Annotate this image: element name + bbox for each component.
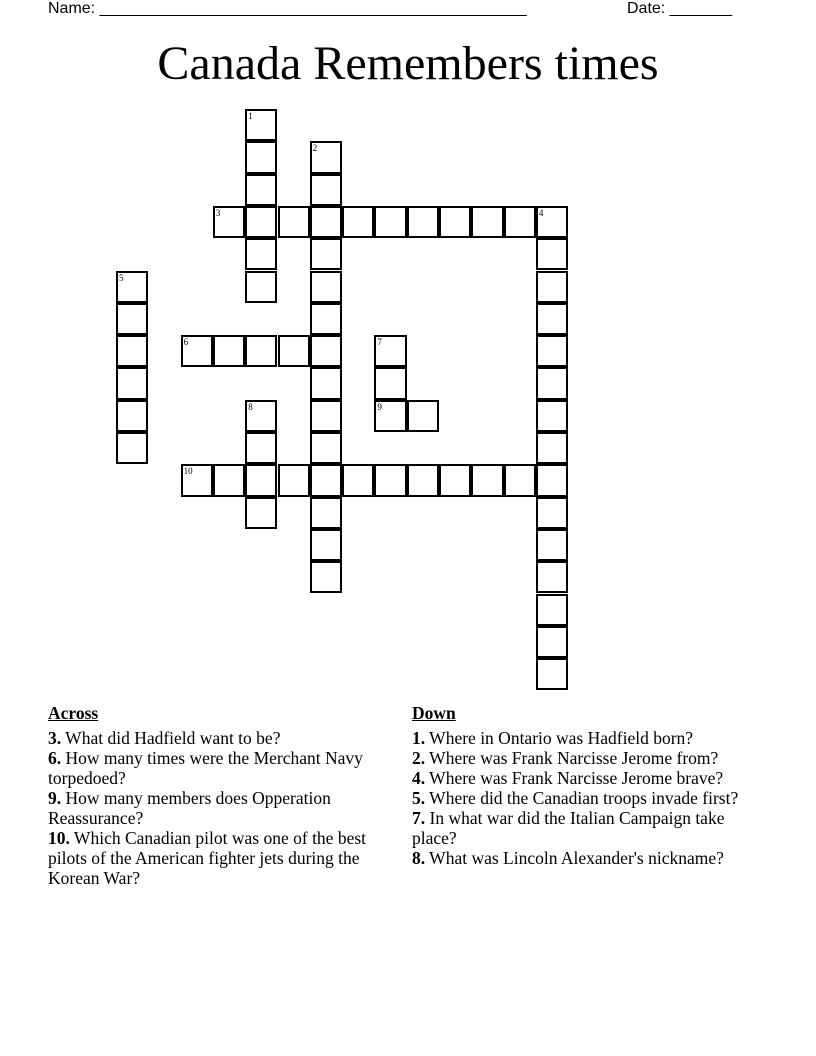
grid-cell[interactable] [310,464,342,496]
grid-cell[interactable] [310,497,342,529]
clue-number: 7 [377,337,382,348]
grid-cell[interactable] [245,497,277,529]
across-clue [48,728,388,748]
grid-cell[interactable] [116,400,148,432]
clue-number: 10 [183,466,193,477]
grid-cell[interactable] [116,335,148,367]
down-clue [412,748,752,768]
grid-cell[interactable] [181,335,213,367]
page-title: Canada Remembers times [157,37,659,90]
clue-text: Where was Frank Narcisse Jerome from? [425,748,719,768]
clue-number: 2. [412,748,426,768]
down-heading: Down [412,703,456,723]
down-clue [412,808,752,848]
across-clues [48,703,388,888]
grid-cell[interactable] [310,529,342,561]
grid-cell[interactable] [439,206,471,238]
grid-cell[interactable] [116,303,148,335]
grid-cell[interactable] [245,206,277,238]
grid-cell[interactable] [374,400,406,432]
grid-cell[interactable] [310,432,342,464]
grid-cell[interactable] [310,335,342,367]
grid-cell[interactable] [439,464,471,496]
clue-text: Where did the Canadian troops invade first? [425,788,739,808]
grid-cell[interactable] [536,303,568,335]
grid-cell[interactable] [245,464,277,496]
grid-cell[interactable] [310,206,342,238]
grid-cell[interactable] [536,335,568,367]
across-heading: Across [48,703,99,723]
clue-number: 4. [412,768,426,788]
across-clue [48,828,388,888]
grid-cell[interactable] [536,432,568,464]
grid-cell[interactable] [310,367,342,399]
down-clues [412,703,752,868]
clue-number: 8 [248,401,253,412]
grid-cell[interactable] [213,206,245,238]
grid-cell[interactable] [245,271,277,303]
clue-number: 6 [183,337,189,348]
grid-cell[interactable] [310,303,342,335]
clue-text: What was Lincoln Alexander's nickname? [425,848,724,868]
grid-cell[interactable] [407,206,439,238]
grid-cell[interactable] [536,497,568,529]
grid-cell[interactable] [116,367,148,399]
grid-cell[interactable] [374,464,406,496]
grid-cell[interactable] [536,238,568,270]
clue-number: 9. [48,788,62,808]
grid-cell[interactable] [407,400,439,432]
grid-cell[interactable] [536,367,568,399]
clue-number: 5 [119,272,124,283]
grid-cell[interactable] [374,367,406,399]
grid-cell[interactable] [536,594,568,626]
grid-cell[interactable] [504,206,536,238]
grid-cell[interactable] [116,432,148,464]
clue-text: How many members does Opperation Reassurance? [48,788,331,828]
grid-cell[interactable] [310,174,342,206]
grid-cell[interactable] [310,238,342,270]
down-clue [412,768,752,788]
grid-cell[interactable] [536,400,568,432]
clue-text: In what war did the Italian Campaign take place? [412,808,725,848]
grid-cell[interactable] [536,271,568,303]
grid-cell[interactable] [536,206,568,238]
grid-cell[interactable] [245,141,277,173]
grid-cell[interactable] [342,464,374,496]
clue-text: How many times were the Merchant Navy torpedoed? [48,748,363,788]
grid-cell[interactable] [278,335,310,367]
grid-cell[interactable] [245,335,277,367]
grid-cell[interactable] [245,400,277,432]
down-clue [412,848,752,868]
grid-cell[interactable] [310,141,342,173]
grid-cell[interactable] [536,658,568,690]
clue-number: 2 [312,143,318,154]
grid-cell[interactable] [471,464,503,496]
clue-number: 10. [48,828,70,848]
down-clue [412,788,752,808]
grid-cell[interactable] [213,464,245,496]
across-clue [48,748,388,788]
across-clue [48,788,388,828]
clue-number: 8. [412,848,426,868]
grid-cell[interactable] [310,561,342,593]
grid-cell[interactable] [213,335,245,367]
clue-number: 6. [48,748,62,768]
grid-cell[interactable] [245,109,277,141]
clue-number: 5. [412,788,426,808]
grid-cell[interactable] [471,206,503,238]
grid-cell[interactable] [504,464,536,496]
name-field[interactable]: Name: ________________________________________________ [48,0,527,17]
grid-cell[interactable] [536,464,568,496]
clue-text: Which Canadian pilot was one of the best pilots of the American fighter jets during the Korean War? [48,828,367,888]
grid-cell[interactable] [278,464,310,496]
grid-cell[interactable] [116,271,148,303]
grid-cell[interactable] [310,400,342,432]
grid-cell[interactable] [245,432,277,464]
clue-number: 9 [377,401,382,412]
clue-number: 4 [538,207,544,218]
grid-cell[interactable] [245,174,277,206]
grid-cell[interactable] [536,529,568,561]
grid-cell[interactable] [245,238,277,270]
clue-number: 3. [48,728,62,748]
grid-cell[interactable] [536,561,568,593]
clue-text: Where in Ontario was Hadfield born? [425,728,694,748]
grid-cell[interactable] [536,626,568,658]
grid-cell[interactable] [342,206,374,238]
grid-cell[interactable] [310,271,342,303]
clue-text: Where was Frank Narcisse Jerome brave? [425,768,724,788]
grid-cell[interactable] [278,206,310,238]
clue-number: 1. [412,728,426,748]
grid-cell[interactable] [181,464,213,496]
down-clue [412,728,752,748]
date-field[interactable]: Date: _______ [627,0,732,17]
grid-cell[interactable] [407,464,439,496]
clue-number: 7. [412,808,426,828]
grid-cell[interactable] [374,335,406,367]
clue-text: What did Hadfield want to be? [61,728,281,748]
grid-cell[interactable] [374,206,406,238]
clue-number: 1 [248,111,253,121]
clue-number: 3 [215,207,221,218]
